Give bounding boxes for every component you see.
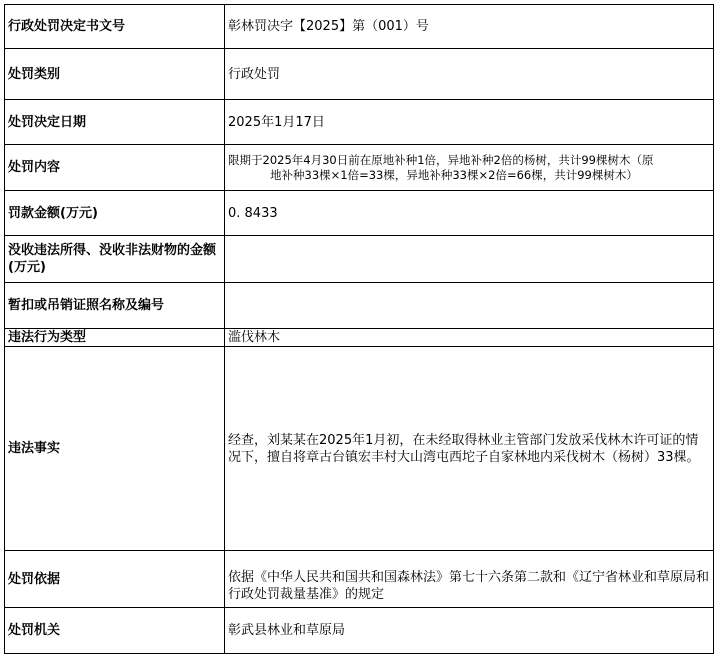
- row-confiscation: [5, 236, 714, 283]
- value-confiscation: [225, 236, 714, 283]
- value-content: [225, 145, 714, 191]
- value-facts: 经查，刘某某在2025年1月初，在未经取得林业主管部门发放采伐林木许可证的情况下，擅自将章古台镇宏丰村大山湾屯西坨子自家林地内采伐树木（杨树）33棵。: [225, 347, 714, 551]
- value-content-line1: 限期于2025年4月30日前在原地补种1倍，异地补种2倍的杨树，共计99棵树木（原: [228, 152, 654, 167]
- row-content: [5, 145, 714, 191]
- row-facts: [5, 347, 714, 551]
- row-fine: [5, 191, 714, 236]
- label-doc-no: 行政处罚决定书文号: [5, 5, 225, 49]
- row-category: [5, 49, 714, 100]
- label-violation-type: 违法行为类型: [5, 329, 225, 347]
- value-license: [225, 283, 714, 329]
- label-content: 处罚内容: [5, 145, 225, 191]
- penalty-decision-table: [4, 4, 714, 654]
- label-confiscation: 没收违法所得、没收非法财物的金额(万元): [5, 236, 225, 283]
- label-category: 处罚类别: [5, 49, 225, 100]
- value-fine: 0. 8433: [225, 191, 714, 236]
- row-authority: [5, 608, 714, 654]
- row-license: [5, 283, 714, 329]
- label-date: 处罚决定日期: [5, 100, 225, 145]
- value-date: 2025年1月17日: [225, 100, 714, 145]
- value-basis: 依据《中华人民共和国共和国森林法》第七十六条第二款和《辽宁省林业和草原局和行政处罚裁量基准》的规定: [225, 551, 714, 608]
- row-doc-no: [5, 5, 714, 49]
- label-authority: 处罚机关: [5, 608, 225, 654]
- row-date: [5, 100, 714, 145]
- label-facts: 违法事实: [5, 347, 225, 551]
- label-basis: 处罚依据: [5, 551, 225, 608]
- label-license: 暂扣或吊销证照名称及编号: [5, 283, 225, 329]
- label-fine: 罚款金额(万元): [5, 191, 225, 236]
- value-authority: 彰武县林业和草原局: [225, 608, 714, 654]
- row-violation-type: [5, 329, 714, 347]
- value-violation-type: 滥伐林木: [225, 329, 714, 347]
- value-category: 行政处罚: [225, 49, 714, 100]
- row-basis: [5, 551, 714, 608]
- value-content-line2: 地补种33棵×1倍=33棵，异地补种33棵×2倍=66棵，共计99棵树木）: [270, 167, 638, 182]
- value-doc-no: 彰林罚决字【2025】第（001）号: [225, 5, 714, 49]
